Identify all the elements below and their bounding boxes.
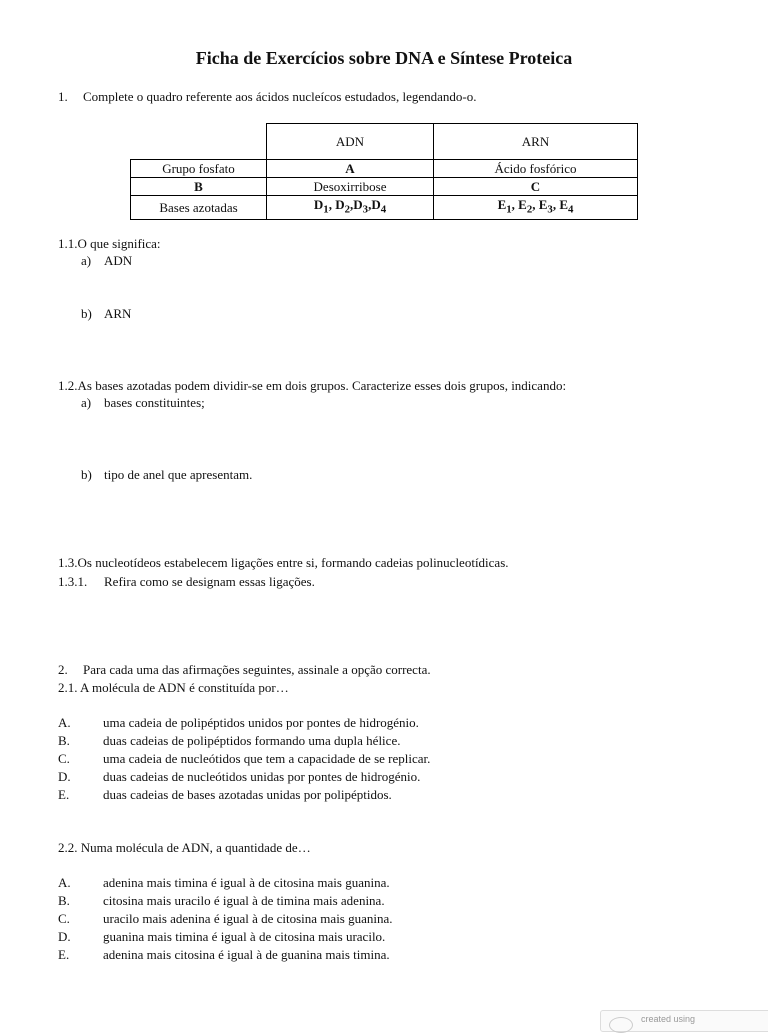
nucleic-acids-table [130, 123, 638, 220]
option-text: adenina mais timina é igual à de citosina mais guanina. [103, 875, 390, 890]
question-text: Para cada uma das afirmações seguintes, assinale a opção correcta. [83, 662, 431, 677]
option-letter: B. [58, 893, 70, 908]
question-2-1: 2.1. A molécula de ADN é constituída por… [58, 680, 289, 695]
item-a-text: bases constituintes; [104, 395, 205, 410]
option-letter: D. [58, 769, 71, 784]
cell-adn: $D_1$, $D_2,D_3,D_4$ [267, 196, 434, 220]
option-text: adenina mais citosina é igual à de guanina mais timina. [103, 947, 390, 962]
item-a-text: ADN [104, 253, 133, 268]
row-label: Bases azotadas [131, 196, 267, 220]
question-1-3-1-text: Refira como se designam essas ligações. [104, 574, 315, 589]
question-1-3-1-number: 1.3.1. [58, 574, 88, 589]
table-header-row [131, 124, 638, 160]
option-letter: B. [58, 733, 70, 748]
option-letter: A. [58, 875, 71, 890]
option-letter: C. [58, 751, 70, 766]
option-text: citosina mais uracilo é igual à de timina mais adenina. [103, 893, 385, 908]
option-letter: A. [58, 715, 71, 730]
option-text: uma cadeia de nucleótidos que tem a capacidade de se replicar. [103, 751, 431, 766]
cell-arn: $E_1$, $E_2$, $E_3$, $E_4$ [434, 196, 638, 220]
logo-icon [609, 1017, 633, 1033]
option-text: duas cadeias de nucleótidos unidas por pontes de hidrogénio. [103, 769, 421, 784]
row-label: Grupo fosfato [131, 160, 267, 178]
option-letter: C. [58, 911, 70, 926]
table-row [131, 178, 638, 196]
option-letter: D. [58, 929, 71, 944]
page-title: Ficha de Exercícios sobre DNA e Síntese Proteica [195, 48, 573, 68]
question-1-2: 1.2.As bases azotadas podem dividir-se em dois grupos. Caracterize esses dois grupos, indicando: [58, 378, 567, 393]
question-2 [58, 662, 431, 678]
question-1 [58, 89, 476, 105]
cell-adn: A [267, 160, 434, 178]
question-text: Complete o quadro referente aos ácidos nucleícos estudados, legendando-o. [83, 89, 477, 104]
cell-arn: C [434, 178, 638, 196]
option-text: duas cadeias de polipéptidos formando uma dupla hélice. [103, 733, 401, 748]
option-text: uma cadeia de polipéptidos unidos por pontes de hidrogénio. [103, 715, 419, 730]
item-b-text: tipo de anel que apresentam. [104, 467, 253, 482]
column-header-adn: ADN [267, 124, 434, 160]
question-number: 1. [58, 89, 68, 104]
question-1-1: 1.1.O que significa: [58, 236, 161, 251]
option-letter: E. [58, 787, 70, 802]
question-2-2: 2.2. Numa molécula de ADN, a quantidade de… [58, 840, 311, 855]
cell-adn: Desoxirribose [267, 178, 434, 196]
item-b-text: ARN [104, 306, 132, 321]
item-b-label: b) [81, 467, 92, 482]
item-b-label: b) [81, 306, 92, 321]
option-text: uracilo mais adenina é igual à de citosina mais guanina. [103, 911, 393, 926]
created-using-badge[interactable] [600, 1010, 768, 1032]
question-1-3: 1.3.Os nucleotídeos estabelecem ligações entre si, formando cadeias polinucleotídicas. [58, 555, 509, 570]
row-label: B [131, 178, 267, 196]
item-a-label: a) [81, 253, 92, 268]
table-blank-cell [131, 124, 267, 160]
table-row [131, 196, 638, 220]
item-a-label: a) [81, 395, 92, 410]
badge-text: created using [641, 1014, 696, 1024]
cell-arn: Ácido fosfórico [434, 160, 638, 178]
table-row [131, 160, 638, 178]
column-header-arn: ARN [434, 124, 638, 160]
option-text: guanina mais timina é igual à de citosina mais uracilo. [103, 929, 386, 944]
option-letter: E. [58, 947, 70, 962]
option-text: duas cadeias de bases azotadas unidas por polipéptidos. [103, 787, 392, 802]
question-number: 2. [58, 662, 68, 677]
